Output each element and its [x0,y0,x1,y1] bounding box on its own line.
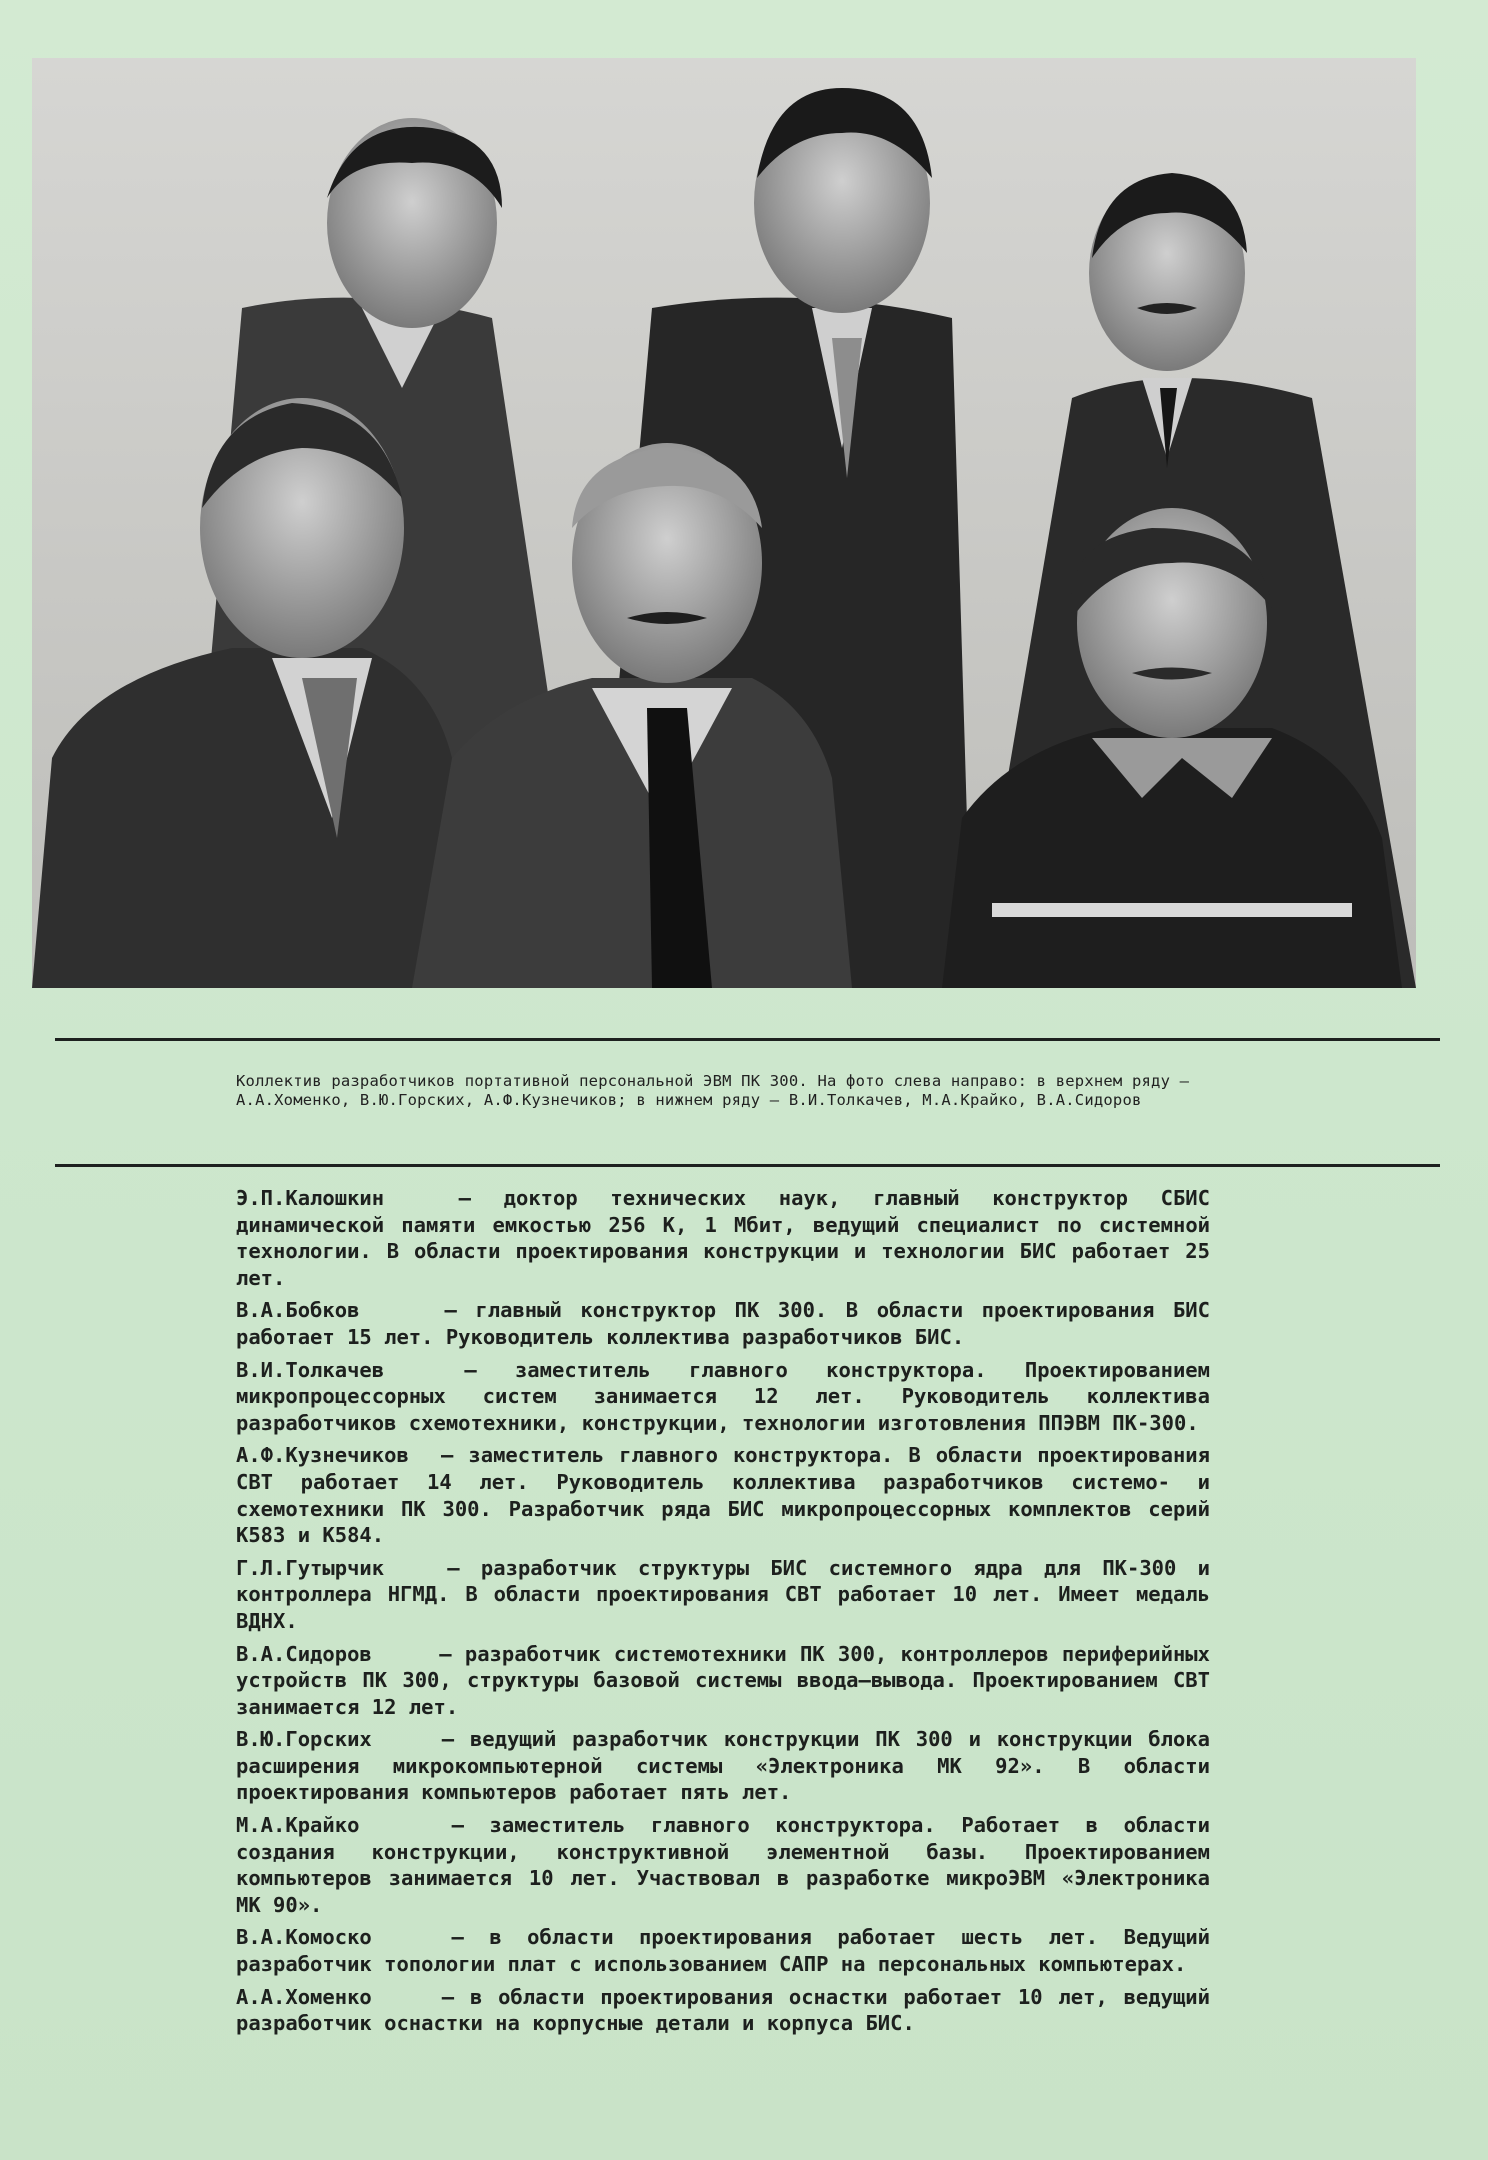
photo-caption: Коллектив разработчиков портативной персональной ЭВМ ПК 300. На фото слева направо: в верхнем ряду — А.А.Хоменко, В.Ю.Горских, А.Ф.Кузнечиков; в нижнем ряду — В.И.Толкачев, М.А.Крайко, В.А.Сидоров [236,1072,1190,1109]
bio-name: В.А.Бобков [236,1298,360,1323]
bio-name: Э.П.Калошкин [236,1186,385,1210]
bio-entry [236,1357,1210,1437]
bio-text: — ведущий разработчик конструкции ПК 300 и конструкции блока расширения микрокомпьютерной системы «Электроника МК 92». В области проектирования компьютеров работает пять лет. [236,1727,1210,1805]
bio-text: — главный конструктор ПК 300. В области проектирования БИС работает 15 лет. Руководитель коллектива разработчиков БИС. [236,1298,1210,1349]
bio-text: — заместитель главного конструктора. Проектированием микропроцессорных систем занимается 12 лет. Руководитель коллектива разработчиков схемотехники, конструкции, технологии изготовления ППЭВМ ПК-300. [236,1357,1210,1435]
bio-text: — в области проектирования оснастки работает 10 лет, ведущий разработчик оснастки на корпусные детали и корпуса БИС. [236,1984,1210,2036]
bio-text: — заместитель главного конструктора. В области проектирования СВТ работает 14 лет. Руководитель коллектива разработчиков системо- и схемотехники ПК 300. Разработчик ряда БИС микропроцессорных комплектов серий К583 и К584. [236,1443,1210,1548]
bio-entry [236,1924,1210,1977]
bio-name: В.А.Сидоров [236,1641,372,1666]
bio-text: — заместитель главного конструктора. Работает в области создания конструкции, конструктивной элементной базы. Проектированием компьютеров занимается 10 лет. Участвовал в разработке микроЭВМ «Электроника МК 90». [236,1813,1210,1917]
bio-entry [236,1641,1210,1721]
bio-text: — в области проектирования работает шесть лет. Ведущий разработчик топологии плат с использованием САПР на персональных компьютерах. [236,1925,1210,1977]
bio-name: А.А.Хоменко [236,1984,372,2009]
bio-entry [236,1984,1210,2037]
bio-name: В.Ю.Горских [236,1727,372,1752]
bio-text: — разработчик структуры БИС системного ядра для ПК-300 и контроллера НГМД. В области проектирования СВТ работает 10 лет. Имеет медаль ВДНХ. [236,1555,1210,1633]
group-photo-illustration [32,58,1416,988]
bio-entry [236,1442,1210,1548]
bio-name: А.Ф.Кузнечиков [236,1443,409,1468]
bio-name: В.И.Толкачев [236,1357,385,1382]
caption-bottom-rule [55,1164,1440,1167]
bio-name: М.А.Крайко [236,1813,360,1838]
bio-entry [236,1185,1210,1291]
bio-text: — разработчик системотехники ПК 300, контроллеров периферийных устройств ПК 300, структуры базовой системы ввода—вывода. Проектированием СВТ занимается 12 лет. [236,1641,1210,1719]
bio-entry [236,1297,1210,1350]
bio-entry [236,1726,1210,1806]
bio-entry [236,1555,1210,1635]
biographies [236,1185,1210,2043]
bio-text: — доктор технических наук, главный конструктор СБИС динамической памяти емкостью 256 К, 1 Мбит, ведущий специалист по системной технологии. В области проектирования конструкции и технологии БИС работает 25 лет. [236,1186,1210,1290]
caption-top-rule [55,1038,1440,1041]
bio-entry [236,1812,1210,1918]
group-photo [32,58,1416,988]
bio-name: Г.Л.Гутырчик [236,1555,385,1580]
bio-name: В.А.Комоско [236,1925,372,1950]
